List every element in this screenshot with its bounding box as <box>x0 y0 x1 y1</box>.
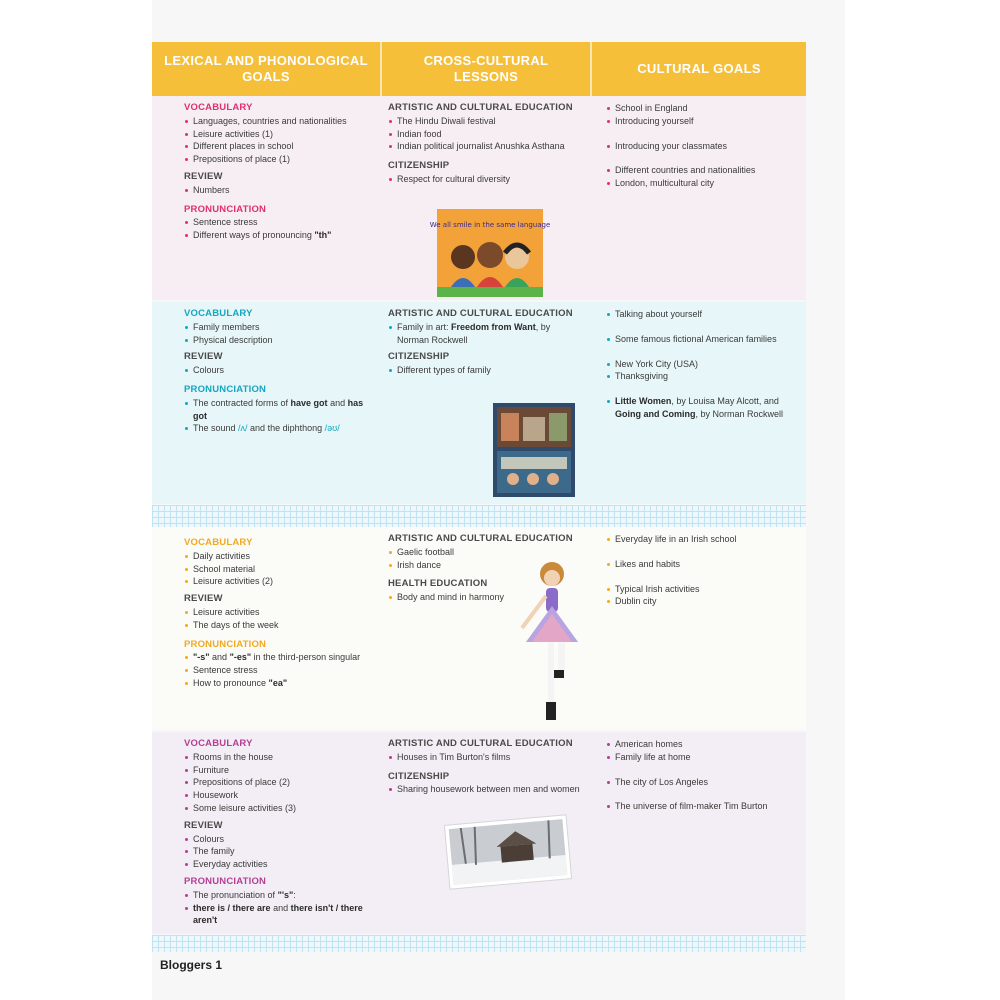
list-item: Thanksgiving <box>606 370 800 383</box>
list-item: Some leisure activities (3) <box>184 802 374 815</box>
artistic-education-label: ARTISTIC AND CULTURAL EDUCATION <box>388 102 573 113</box>
item-text: and the diphthong <box>247 423 325 434</box>
list-item <box>184 422 374 435</box>
unit-4-lexical <box>152 732 380 934</box>
list-item: Introducing yourself <box>606 115 800 128</box>
list-item: Colours <box>184 364 374 377</box>
list-item: Indian political journalist Anushka Asthana <box>388 140 584 153</box>
list-item: Indian food <box>388 128 584 141</box>
item-text: , by Norman Rockwell <box>695 408 784 419</box>
list-item: London, multicultural city <box>606 177 800 190</box>
phonetic-symbol: /əʊ/ <box>324 423 340 434</box>
list-item: Respect for cultural diversity <box>388 173 584 186</box>
list-item: Daily activities <box>184 550 374 563</box>
item-bold: there aren't <box>193 902 363 926</box>
header-cultural-goals: CULTURAL GOALS <box>590 42 806 96</box>
item-bold: Little Women <box>615 396 672 407</box>
item-text: : <box>293 889 296 900</box>
unit-2-lexical <box>152 302 380 504</box>
item-bold: "'s" <box>277 889 294 900</box>
item-bold: / <box>225 902 233 913</box>
list-item: School material <box>184 563 374 576</box>
list-item: Colours <box>184 833 374 846</box>
header-lexical-goals: LEXICAL AND PHONOLOGICAL GOALS <box>164 53 368 84</box>
list-item: Dublin city <box>606 595 800 608</box>
list-item: Rooms in the house <box>184 751 374 764</box>
vocabulary-label: VOCABULARY <box>184 102 253 113</box>
review-label: REVIEW <box>184 170 223 182</box>
list-item: Houses in Tim Burton's films <box>388 751 584 764</box>
list-item: Prepositions of place (1) <box>184 153 374 166</box>
item-bold: has got <box>193 397 364 421</box>
list-item: Gaelic football <box>388 546 584 559</box>
header-cross-cultural-lessons: CROSS-CULTURAL LESSONS <box>380 42 590 96</box>
diversity-poster-image <box>429 209 551 297</box>
list-item <box>606 395 800 421</box>
list-item: The universe of film-maker Tim Burton <box>606 800 800 813</box>
unit-2-row <box>152 302 806 504</box>
item-bold: "-es" <box>229 652 252 663</box>
pronunciation-label: PRONUNCIATION <box>184 383 267 395</box>
list-item: Physical description <box>184 334 374 347</box>
list-item: Housework <box>184 789 374 802</box>
list-item: Different places in school <box>184 140 374 153</box>
unit-1-lexical <box>152 96 380 300</box>
vocabulary-label: VOCABULARY <box>184 537 253 548</box>
item-text: The pronunciation of <box>193 889 278 900</box>
rockwell-painting-image <box>493 403 575 497</box>
list-item: The city of Los Angeles <box>606 776 800 789</box>
item-text: Family in art: <box>397 321 452 332</box>
unit-3-row <box>152 527 806 730</box>
list-item <box>184 889 374 902</box>
unit-3-lexical <box>152 527 380 730</box>
list-item: Leisure activities (2) <box>184 575 374 588</box>
list-item: Leisure activities (1) <box>184 128 374 141</box>
list-item: The Hindu Diwali festival <box>388 115 584 128</box>
item-text: in the third-person singular <box>251 652 361 663</box>
unit-2-cultural <box>590 302 806 504</box>
citizenship-label: CITIZENSHIP <box>388 770 450 782</box>
item-text: Different ways of pronouncing <box>193 230 315 241</box>
list-item: Prepositions of place (2) <box>184 776 374 789</box>
list-item: School in England <box>606 102 800 115</box>
list-item: Furniture <box>184 764 374 777</box>
list-item: Leisure activities <box>184 606 374 619</box>
list-item: Talking about yourself <box>606 308 800 321</box>
item-text: and <box>209 652 230 663</box>
unit-3-cultural <box>590 527 806 730</box>
item-bold: Going and Coming <box>615 408 696 419</box>
item-text: , by Norman Rockwell <box>397 321 551 345</box>
artistic-education-label: ARTISTIC AND CULTURAL EDUCATION <box>388 308 573 319</box>
list-item: American homes <box>606 738 800 751</box>
citizenship-label: CITIZENSHIP <box>388 351 450 363</box>
health-education-label: HEALTH EDUCATION <box>388 578 488 590</box>
list-item <box>184 229 374 242</box>
pronunciation-label: PRONUNCIATION <box>184 638 267 650</box>
list-item: Irish dance <box>388 559 584 572</box>
list-item: The family <box>184 845 374 858</box>
item-text: The contracted forms of <box>193 397 291 408</box>
item-bold: "th" <box>314 230 332 241</box>
item-bold: "-s" <box>193 652 210 663</box>
item-bold: there is <box>193 902 226 913</box>
item-text: and <box>270 902 291 913</box>
item-bold: "ea" <box>268 677 288 688</box>
item-text: , by Louisa May Alcott, and <box>671 396 779 407</box>
review-label: REVIEW <box>184 351 223 363</box>
table-header <box>152 42 806 96</box>
unit-4-cultural <box>590 732 806 934</box>
list-item: Introducing your classmates <box>606 140 800 153</box>
list-item: Everyday life in an Irish school <box>606 533 800 546</box>
list-item: New York City (USA) <box>606 358 800 371</box>
list-item: Sentence stress <box>184 664 374 677</box>
item-bold: there are <box>232 902 271 913</box>
list-item: Sentence stress <box>184 216 374 229</box>
item-text: The sound <box>193 423 239 434</box>
item-text: How to pronounce <box>193 677 269 688</box>
review-label: REVIEW <box>184 593 223 605</box>
grid-divider <box>152 505 806 527</box>
vocabulary-label: VOCABULARY <box>184 738 253 749</box>
unit-1-cultural <box>590 96 806 300</box>
list-item: Family life at home <box>606 751 800 764</box>
pronunciation-label: PRONUNCIATION <box>184 203 267 215</box>
item-bold: Freedom from Want <box>451 321 536 332</box>
artistic-education-label: ARTISTIC AND CULTURAL EDUCATION <box>388 738 573 749</box>
list-item <box>184 902 374 928</box>
pronunciation-label: PRONUNCIATION <box>184 875 267 887</box>
list-item <box>184 677 374 690</box>
list-item: Some famous fictional American families <box>606 333 800 346</box>
list-item <box>184 651 374 664</box>
list-item: Numbers <box>184 184 374 197</box>
list-item <box>388 321 584 347</box>
poster-caption: We all smile in the same language <box>429 221 551 229</box>
list-item: Everyday activities <box>184 858 374 871</box>
artistic-education-label: ARTISTIC AND CULTURAL EDUCATION <box>388 533 573 544</box>
snowy-house-image <box>443 816 573 888</box>
list-item: Likes and habits <box>606 558 800 571</box>
irish-dancer-image <box>512 558 584 726</box>
review-label: REVIEW <box>184 819 223 831</box>
item-bold: have got <box>290 397 328 408</box>
grid-divider-bottom <box>152 935 806 952</box>
item-text: and <box>327 397 348 408</box>
list-item: Languages, countries and nationalities <box>184 115 374 128</box>
list-item: The days of the week <box>184 619 374 632</box>
item-bold: / <box>333 902 341 913</box>
list-item: Typical Irish activities <box>606 583 800 596</box>
book-title-footer: Bloggers 1 <box>160 958 223 972</box>
list-item: Different types of family <box>388 364 584 377</box>
list-item: Different countries and nationalities <box>606 164 800 177</box>
vocabulary-label: VOCABULARY <box>184 308 253 319</box>
list-item: Family members <box>184 321 374 334</box>
item-bold: there isn't <box>290 902 334 913</box>
list-item: Sharing housework between men and women <box>388 783 584 796</box>
list-item: Body and mind in harmony <box>388 591 584 604</box>
list-item <box>184 397 374 423</box>
phonetic-symbol: /ʌ/ <box>238 423 248 434</box>
citizenship-label: CITIZENSHIP <box>388 160 450 172</box>
